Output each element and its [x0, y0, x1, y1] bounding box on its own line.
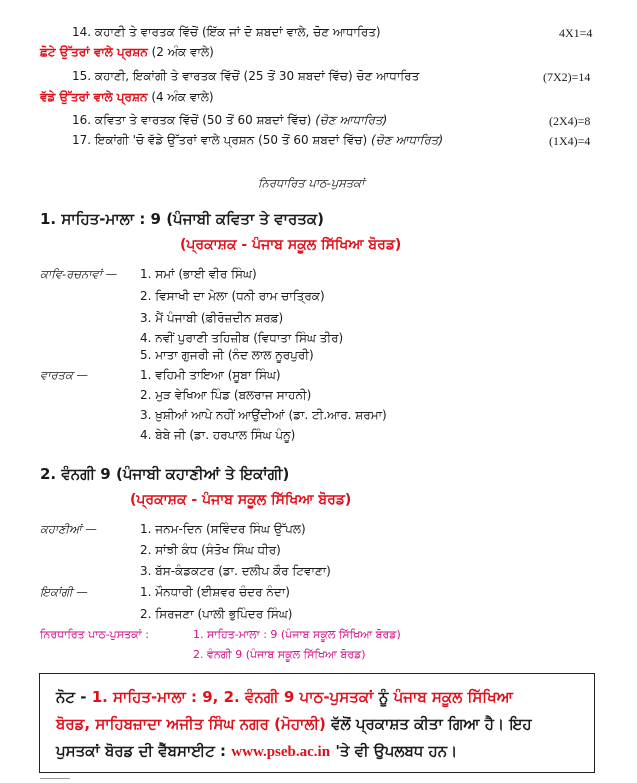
note-board2: ਬੋਰਡ, ਸਾਹਿਬਜ਼ਾਦਾ ਅਜੀਤ ਸਿੰਘ ਨਗਰ (ਮੋਹਾਲੀ) — [56, 715, 326, 733]
note-box — [39, 673, 595, 773]
question-16-text: 16. ਕਵਿਤਾ ਤੇ ਵਾਰਤਕ ਵਿੱਚੋਂ (50 ਤੋਂ 60 ਸ਼ਬਦਾਂ ਵਿੱਚ) — [72, 113, 312, 127]
question-17-choice: (ਚੋਣ ਆਧਾਰਿਤ) — [371, 133, 444, 147]
long-answer-title: ਵੱਡੇ ਉੱਤਰਾਂ ਵਾਲੇ ਪ੍ਰਸ਼ਨ — [40, 90, 148, 104]
marks-14: 4X1=4 — [559, 26, 593, 40]
marks-16: (2X4)=8 — [549, 114, 591, 128]
marks-17: (1X4)=4 — [549, 134, 591, 148]
book1-publisher: (ਪ੍ਰਕਾਸ਼ਕ - ਪੰਜਾਬ ਸਕੂਲ ਸਿੱਖਿਆ ਬੋਰਡ) — [180, 237, 402, 253]
note-line-3 — [56, 738, 457, 765]
note-line-2 — [56, 711, 532, 737]
prose-item: 1. ਵਹਿਮੀ ਤਾਇਆ (ਸੂਬਾ ਸਿੰਘ) — [140, 368, 281, 382]
note-mid: ਨੂੰ — [378, 688, 389, 706]
prescribed-line1: 1. ਸਾਹਿਤ-ਮਾਲਾ : 9 (ਪੰਜਾਬ ਸਕੂਲ ਸਿੱਖਿਆ ਬੋਰਡ) — [193, 628, 401, 641]
book1-title: 1. ਸਾਹਿਤ-ਮਾਲਾ : 9 (ਪੰਜਾਬੀ ਕਵਿਤਾ ਤੇ ਵਾਰਤਕ) — [40, 210, 324, 228]
stories-label: ਕਹਾਣੀਆਂ — — [40, 522, 97, 536]
poetry-item: 2. ਵਿਸਾਖੀ ਦਾ ਮੇਲਾ (ਧਨੀ ਰਾਮ ਚਾਤ੍ਰਿਕ) — [140, 289, 325, 303]
note-line3a: ਪੁਸਤਕਾਂ ਬੋਰਡ ਦੀ ਵੈੱਬਸਾਈਟ : — [56, 742, 227, 760]
plays-label: ਇਕਾਂਗੀ — — [40, 585, 88, 599]
play-item: 2. ਸਿਰਜਣਾ (ਪਾਲੀ ਭੁਪਿੰਦਰ ਸਿੰਘ) — [140, 607, 293, 621]
note-rest: ਵੱਲੋਂ ਪ੍ਰਕਾਸ਼ਤ ਕੀਤਾ ਗਿਆ ਹੈ। ਇਹ — [331, 715, 532, 733]
poetry-item: 4. ਨਵੀਂ ਪੁਰਾਣੀ ਤਹਿਜ਼ੀਬ (ਵਿਧਾਤਾ ਸਿੰਘ ਤੀਰ) — [140, 331, 344, 345]
footnote-rule — [40, 778, 70, 779]
poetry-item: 5. ਮਾਤਾ ਗੁਜਰੀ ਜੀ (ਨੰਦ ਲਾਲ ਨੂਰਪੁਰੀ) — [140, 348, 314, 362]
prose-item: 2. ਮੁੜ ਵੇਖਿਆ ਪਿੰਡ (ਬਲਰਾਜ ਸਾਹਨੀ) — [140, 388, 312, 402]
prose-item: 4. ਬੇਬੇ ਜੀ (ਡਾ. ਹਰਪਾਲ ਸਿੰਘ ਪੰਨੂ) — [140, 428, 296, 442]
question-16-choice: (ਚੋਣ ਆਧਾਰਿਤ) — [315, 113, 388, 127]
note-line3b: 'ਤੇ ਵੀ ਉਪਲਬਧ ਹਨ। — [335, 742, 458, 760]
story-item: 1. ਜਨਮ-ਦਿਨ (ਸਵਿੰਦਰ ਸਿੰਘ ਉੱਪਲ) — [140, 522, 306, 536]
note-books: 1. ਸਾਹਿਤ-ਮਾਲਾ : 9, 2. ਵੰਨਗੀ 9 ਪਾਠ-ਪੁਸਤਕਾਂ — [91, 688, 374, 706]
note-prefix: ਨੋਟ - — [56, 688, 87, 706]
section-title: ਨਿਰਧਾਰਿਤ ਪਾਠ-ਪੁਸਤਕਾਂ — [258, 176, 365, 190]
question-17 — [72, 133, 443, 148]
poetry-label: ਕਾਵਿ-ਰਚਨਾਵਾਂ — — [40, 267, 118, 281]
story-item: 2. ਸਾਂਝੀ ਕੰਧ (ਸੰਤੋਖ ਸਿੰਘ ਧੀਰ) — [140, 543, 281, 557]
story-item: 3. ਬੱਸ-ਕੰਡਕਟਰ (ਡਾ. ਦਲੀਪ ਕੌਰ ਟਿਵਾਣਾ) — [140, 564, 331, 578]
question-17-text: 17. ਇਕਾਂਗੀ 'ਚੋ ਵੱਡੇ ਉੱਤਰਾਂ ਵਾਲੇ ਪ੍ਰਸ਼ਨ (50 ਤੋਂ 60 ਸ਼ਬਦਾਂ ਵਿੱਚ) — [72, 133, 368, 147]
book2-title: 2. ਵੰਨਗੀ 9 (ਪੰਜਾਬੀ ਕਹਾਣੀਆਂ ਤੇ ਇਕਾਂਗੀ) — [40, 465, 290, 483]
poetry-item: 3. ਮੈਂ ਪੰਜਾਬੀ (ਫ਼ੀਰੋਜ਼ਦੀਨ ਸ਼ਰਫ਼) — [140, 311, 284, 325]
question-16 — [72, 113, 387, 128]
prescribed-label: ਨਿਰਧਾਰਿਤ ਪਾਠ-ਪੁਸਤਕਾਂ : — [40, 628, 149, 641]
poetry-item: 1. ਸਮਾਂ (ਭਾਈ ਵੀਰ ਸਿੰਘ) — [140, 267, 257, 281]
prescribed-line2: 2. ਵੰਨਗੀ 9 (ਪੰਜਾਬ ਸਕੂਲ ਸਿੱਖਿਆ ਬੋਰਡ) — [193, 648, 366, 661]
long-answer-note: (4 ਅੰਕ ਵਾਲੇ) — [151, 90, 214, 104]
play-item: 1. ਮੌਨਧਾਰੀ (ਈਸ਼ਵਰ ਚੰਦਰ ਨੰਦਾ) — [140, 585, 290, 599]
short-answer-heading — [40, 45, 214, 60]
question-14: 14. ਕਹਾਣੀ ਤੇ ਵਾਰਤਕ ਵਿੱਚੋਂ (ਇੱਕ ਜਾਂ ਦੋ ਸ਼ਬਦਾਂ ਵਾਲੇ, ਚੋਣ ਆਧਾਰਿਤ) — [72, 25, 381, 39]
short-answer-note: (2 ਅੰਕ ਵਾਲੇ) — [151, 45, 214, 59]
question-15: 15. ਕਹਾਣੀ, ਇਕਾਂਗੀ ਤੇ ਵਾਰਤਕ ਵਿੱਚੋਂ (25 ਤੋਂ 30 ਸ਼ਬਦਾਂ ਵਿੱਚ) ਚੋਣ ਆਧਾਰਿਤ — [72, 69, 420, 83]
book2-publisher: (ਪ੍ਰਕਾਸ਼ਕ - ਪੰਜਾਬ ਸਕੂਲ ਸਿੱਖਿਆ ਬੋਰਡ) — [130, 492, 352, 508]
marks-15: (7X2)=14 — [543, 70, 591, 84]
prose-item: 3. ਖ਼ੁਸ਼ੀਆਂ ਆਪੇ ਨਹੀਂ ਆਉਂਦੀਆਂ (ਡਾ. ਟੀ.ਆਰ. ਸ਼ਰਮਾ) — [140, 408, 387, 422]
note-line-1 — [56, 684, 513, 710]
long-answer-heading — [40, 90, 214, 105]
short-answer-title: ਛੋਟੇ ਉੱਤਰਾਂ ਵਾਲੇ ਪ੍ਰਸ਼ਨ — [40, 45, 148, 59]
website-link[interactable]: www.pseb.ac.in — [231, 744, 331, 760]
note-board: ਪੰਜਾਬ ਸਕੂਲ ਸਿੱਖਿਆ — [393, 688, 513, 706]
prose-label: ਵਾਰਤਕ — — [40, 368, 88, 382]
